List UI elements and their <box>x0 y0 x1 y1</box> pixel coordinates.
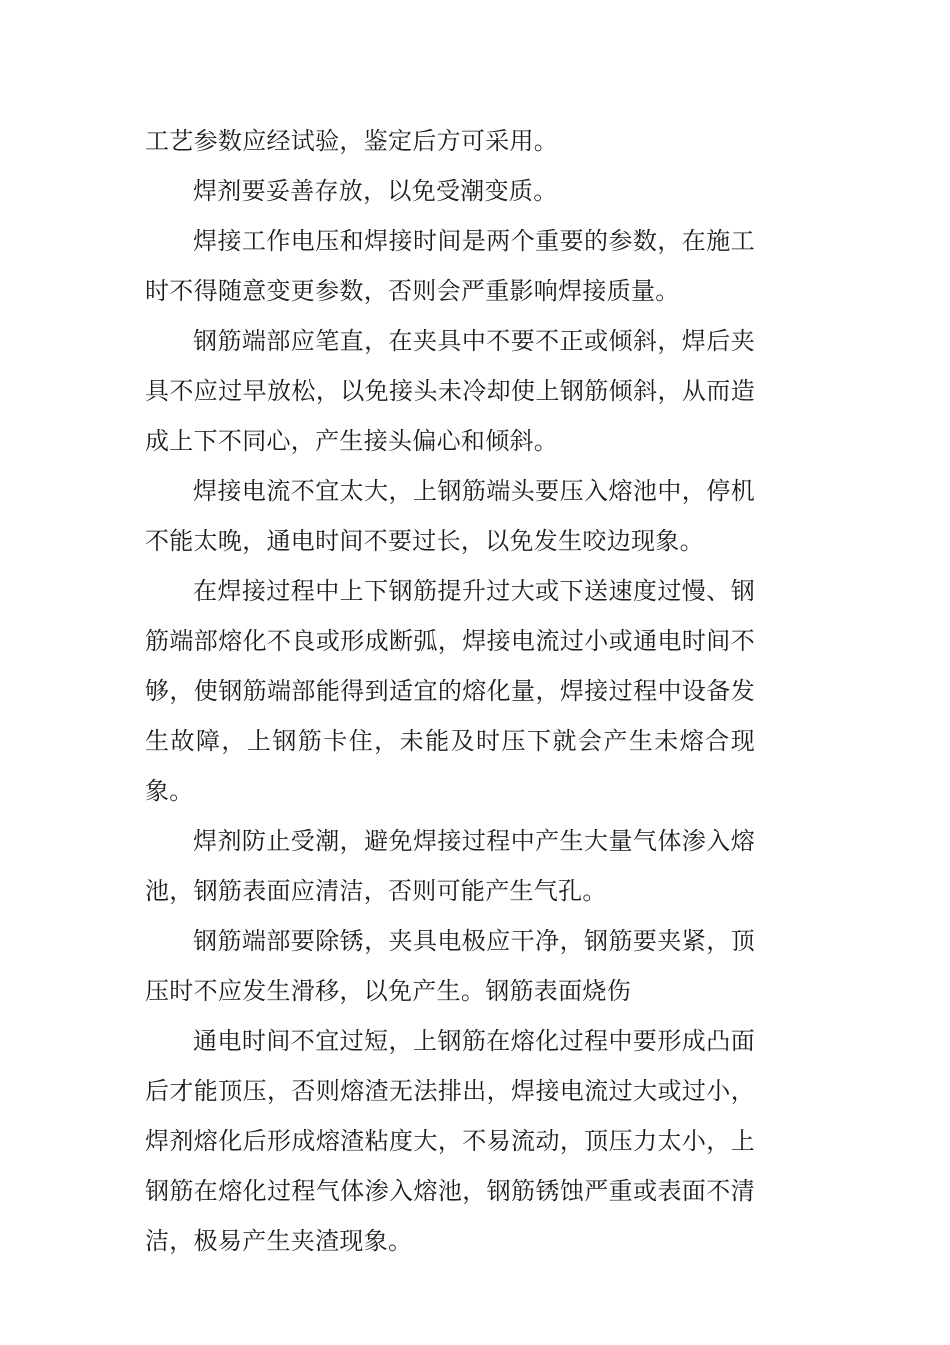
paragraph-voltage-time: 焊接工作电压和焊接时间是两个重要的参数，在施工时不得随意变更参数，否则会严重影响焊接质量。 <box>145 227 755 305</box>
paragraph-bar-alignment: 钢筋端部应笔直，在夹具中不要不正或倾斜，焊后夹具不应过早放松，以免接头未冷却使上钢筋倾斜，从而造成上下不同心，产生接头偏心和倾斜。 <box>145 327 755 455</box>
paragraph-flux-storage: 焊剂要妥善存放，以免受潮变质。 <box>193 177 558 205</box>
paragraph-process-parameters: 工艺参数应经试验，鉴定后方可采用。 <box>145 127 559 155</box>
paragraph-surface-burn: 钢筋端部要除锈，夹具电极应干净，钢筋要夹紧，顶压时不应发生滑移，以免产生。钢筋表面烧伤 <box>145 927 755 1005</box>
paragraph-porosity: 焊剂防止受潮，避免焊接过程中产生大量气体渗入熔池，钢筋表面应清洁，否则可能产生气孔。 <box>145 827 755 905</box>
paragraph-incomplete-fusion: 在焊接过程中上下钢筋提升过大或下送速度过慢、钢筋端部熔化不良或形成断弧，焊接电流过小或通电时间不够，使钢筋端部能得到适宜的熔化量，焊接过程中设备发生故障，上钢筋卡住，未能及时压下就会产生未熔合现象。 <box>145 577 755 805</box>
paragraph-slag-inclusion: 通电时间不宜过短，上钢筋在熔化过程中要形成凸面后才能顶压，否则熔渣无法排出，焊接电流过大或过小，焊剂熔化后形成熔渣粘度大，不易流动，顶压力太小，上钢筋在熔化过程气体渗入熔池，钢筋锈蚀严重或表面不清洁，极易产生夹渣现象。 <box>145 1027 755 1255</box>
paragraph-undercut: 焊接电流不宜太大，上钢筋端头要压入熔池中，停机不能太晚，通电时间不要过长，以免发生咬边现象。 <box>145 477 755 555</box>
document-body <box>145 116 755 1266</box>
